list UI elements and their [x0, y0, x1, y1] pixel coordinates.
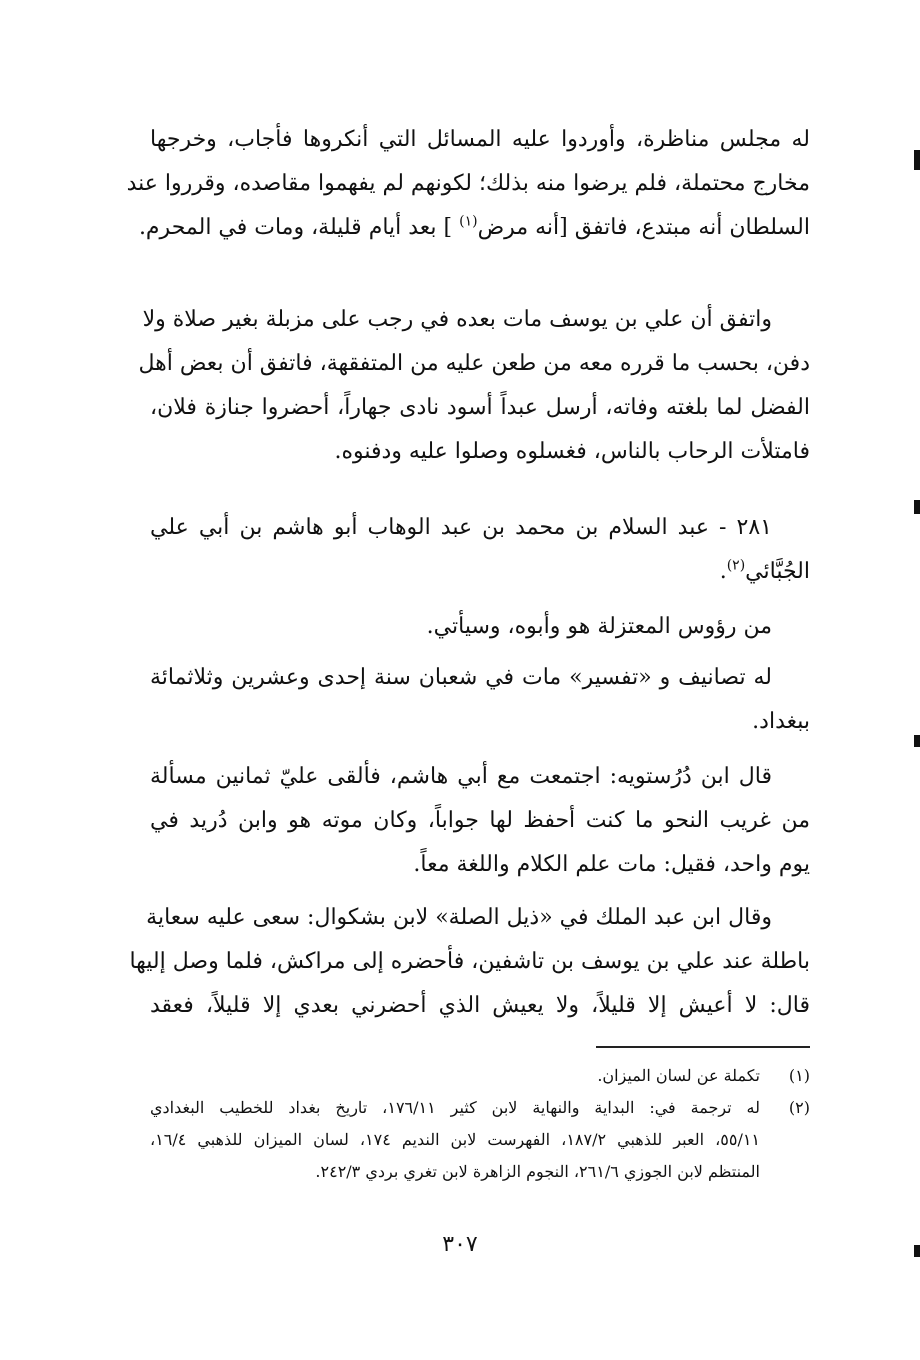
- footnote-2: [150, 1092, 810, 1124]
- footnote-text: تكملة عن لسان الميزان.: [597, 1066, 760, 1085]
- footnote-number: (١): [788, 1066, 810, 1085]
- footnote-ref: (٢): [726, 557, 746, 574]
- paragraph-3: [150, 605, 810, 649]
- text-line: واتفق أن علي بن يوسف مات بعده في رجب على مزبلة بغير صلاة ولا: [142, 307, 772, 332]
- footnote-separator: [596, 1046, 810, 1048]
- footnote-ref: (١): [459, 213, 478, 230]
- paragraph-2: [138, 298, 810, 474]
- footnote-2-line: المنتظم لابن الجوزي ٢٦١/٦، النجوم الزاهرة لابن تغري بردي ٢٤٢/٣.: [315, 1162, 760, 1181]
- text-line: يوم واحد، فقيل: مات علم الكلام واللغة معاً.: [413, 852, 810, 877]
- scan-edge-mark: [914, 500, 920, 514]
- text-line: باطلة عند علي بن يوسف بن تاشفين، فأحضره إلى مراكش، فلما وصل إليها: [129, 949, 810, 974]
- scan-edge-mark: [914, 150, 920, 170]
- text-line: دفن، بحسب ما قرره معه من طعن عليه من المتفقهة، فاتفق أن بعض أهل: [138, 351, 810, 376]
- text-line: [150, 550, 810, 594]
- text-line: [138, 206, 810, 250]
- paragraph-4: [150, 656, 810, 744]
- paragraph-1: [126, 118, 810, 250]
- text-line: من غريب النحو ما كنت أحفظ لها جواباً، وكان موته هو وابن دُريد في: [150, 808, 810, 833]
- text-line: من رؤوس المعتزلة هو وأبوه، وسيأتي.: [426, 614, 772, 639]
- text-line: مخارج محتملة، فلم يرضوا منه بذلك؛ لكونهم لم يفهموا مقاصده، وقرروا عند: [126, 171, 810, 196]
- footnotes: [150, 1060, 810, 1188]
- scan-edge-mark: [914, 1245, 920, 1257]
- text-segment: .: [719, 559, 727, 584]
- footnote-1: [150, 1060, 810, 1092]
- text-segment: الجُبَّائي: [745, 559, 810, 584]
- text-line: له تصانيف و «تفسير» مات في شعبان سنة إحدى وعشرين وثلاثمائة: [150, 665, 773, 690]
- text-line: فامتلأت الرحاب بالناس، فغسلوه وصلوا عليه ودفنوه.: [334, 439, 810, 464]
- footnote-number: (٢): [788, 1098, 810, 1117]
- text-segment: السلطان أنه مبتدع، فاتفق [أنه مرض: [477, 215, 810, 240]
- text-line: قال: لا أعيش إلا قليلاً، ولا يعيش الذي أحضرني بعدي إلا قليلاً، فعقد: [150, 993, 810, 1018]
- text-line: له مجلس مناظرة، وأوردوا عليه المسائل التي أنكروها فأجاب، وخرجها: [150, 127, 810, 152]
- paragraph-6: [129, 896, 810, 1028]
- text-line: وقال ابن عبد الملك في «ذيل الصلة» لابن بشكوال: سعى عليه سعاية: [146, 905, 772, 930]
- text-line: ببغداد.: [752, 709, 810, 734]
- scan-edge-mark: [914, 735, 920, 747]
- paragraph-5: [150, 755, 810, 887]
- footnote-text: له ترجمة في: البداية والنهاية لابن كثير ١٧٦/١١، تاريخ بغداد للخطيب البغدادي: [150, 1098, 760, 1117]
- page-number: ٣٠٧: [442, 1232, 478, 1257]
- entry-heading-281: [150, 506, 810, 594]
- text-line: الفضل لما بلغته وفاته، أرسل عبداً أسود نادى جهاراً، أحضروا جنازة فلان،: [150, 395, 810, 420]
- footnote-2-line: ٥٥/١١، العبر للذهبي ١٨٧/٢، الفهرست لابن النديم ١٧٤، لسان الميزان للذهبي ١٦/٤،: [150, 1130, 761, 1149]
- text-segment: ] بعد أيام قليلة، ومات في المحرم.: [138, 215, 453, 240]
- text-line: ٢٨١ - عبد السلام بن محمد بن عبد الوهاب أبو هاشم بن أبي علي: [150, 515, 772, 540]
- text-line: قال ابن دُرُستويه: اجتمعت مع أبي هاشم، فألقى عليّ ثمانين مسألة: [150, 764, 772, 789]
